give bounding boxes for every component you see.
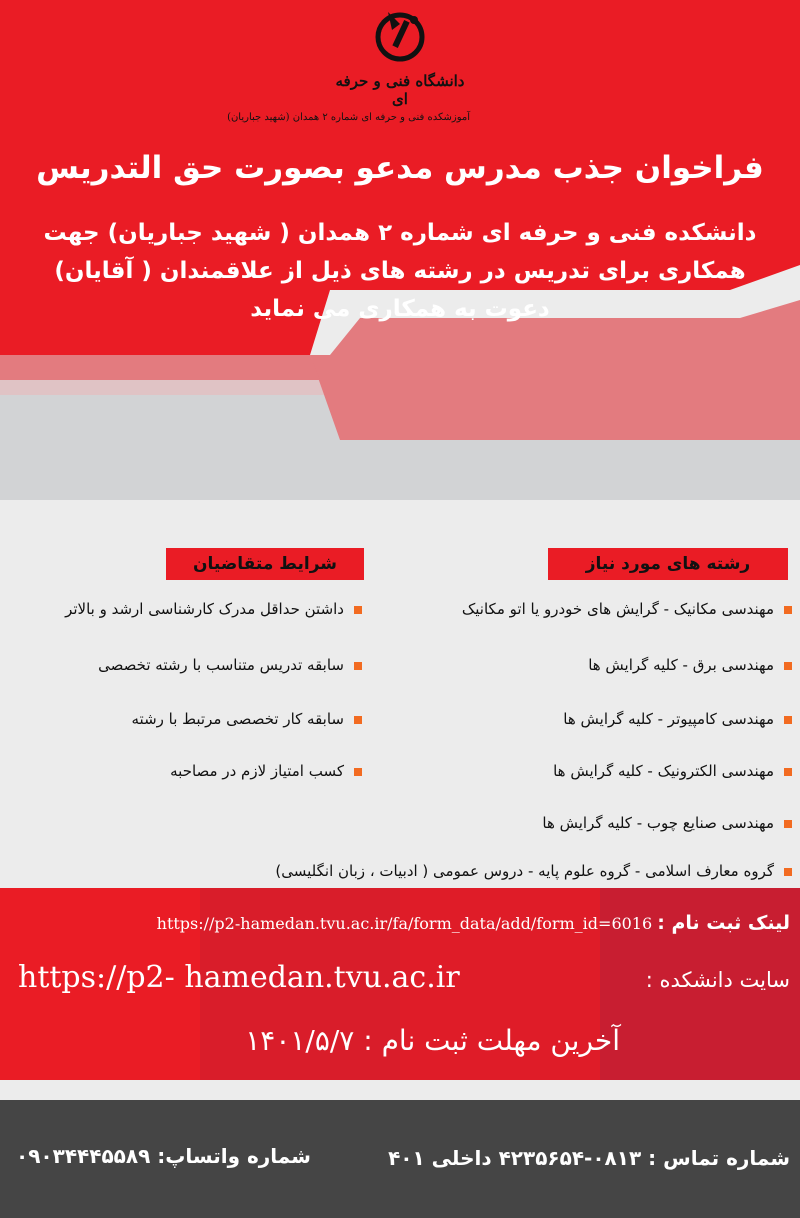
university-emblem-icon: [370, 6, 430, 66]
bullet-icon: [784, 820, 792, 828]
bullet-icon: [354, 768, 362, 776]
intro-line: دانشکده فنی و حرفه ای شماره ۲ همدان ( شهید جباریان) جهت: [43, 220, 757, 246]
deadline-text: آخرین مهلت ثبت نام : ۱۴۰۱/۵/۷: [245, 1024, 620, 1057]
fields-heading: رشته های مورد نیاز: [548, 548, 788, 580]
bullet-icon: [784, 606, 792, 614]
bullet-icon: [784, 868, 792, 876]
list-item: مهندسی صنایع چوب - کلیه گرایش ها: [542, 814, 792, 832]
bullet-icon: [784, 662, 792, 670]
list-item: گروه معارف اسلامی - گروه علوم پایه - دروس عمومی ( ادبیات ، زبان انگلیسی): [275, 862, 792, 880]
requirements-heading: شرایط متقاضیان: [166, 548, 364, 580]
list-item: مهندسی برق - کلیه گرایش ها: [588, 656, 792, 674]
list-item: مهندسی الکترونیک - کلیه گرایش ها: [553, 762, 792, 780]
list-item: مهندسی کامپیوتر - کلیه گرایش ها: [563, 710, 792, 728]
bullet-icon: [784, 768, 792, 776]
list-item: سابقه تدریس متناسب با رشته تخصصی: [98, 656, 362, 674]
intro-line: همکاری برای تدریس در رشته های ذیل از علاقمندان ( آقایان): [54, 258, 746, 284]
bullet-icon: [784, 716, 792, 724]
logo-name: دانشگاه فنی و حرفه ای: [335, 72, 465, 108]
site-label: سایت دانشکده :: [645, 968, 790, 992]
intro-line: دعوت به همکاری می نماید: [250, 296, 550, 322]
bullet-icon: [354, 606, 362, 614]
bullet-icon: [354, 716, 362, 724]
list-item: کسب امتیاز لازم در مصاحبه: [170, 762, 362, 780]
contact-phone: شماره تماس : ۰۸۱۳-۴۲۳۵۶۵۴ داخلی ۴۰۱: [388, 1146, 790, 1170]
list-item: مهندسی مکانیک - گرایش های خودرو یا اتو مکانیک: [462, 600, 792, 618]
page-title: فراخوان جذب مدرس مدعو بصورت حق التدریس: [36, 150, 764, 186]
logo: [227, 6, 470, 123]
registration-link-label: لینک ثبت نام :: [657, 912, 790, 934]
site-link[interactable]: https://p2- hamedan.tvu.ac.ir: [18, 960, 460, 995]
registration-link[interactable]: https://p2-hamedan.tvu.ac.ir/fa/form_data/add/form_id=6016: [156, 914, 653, 933]
list-item: سابقه کار تخصصی مرتبط با رشته: [132, 710, 363, 728]
registration-link-row: [6, 912, 790, 934]
logo-subtitle: آموزشکده فنی و حرفه ای شماره ۲ همدان (شهید جباریان): [227, 112, 470, 123]
list-item: داشتن حداقل مدرک کارشناسی ارشد و بالاتر: [65, 600, 362, 618]
bullet-icon: [354, 662, 362, 670]
intro-text: [16, 214, 784, 328]
whatsapp-number: شماره واتساپ: ۰۹۰۳۴۴۴۵۵۸۹: [16, 1144, 311, 1168]
